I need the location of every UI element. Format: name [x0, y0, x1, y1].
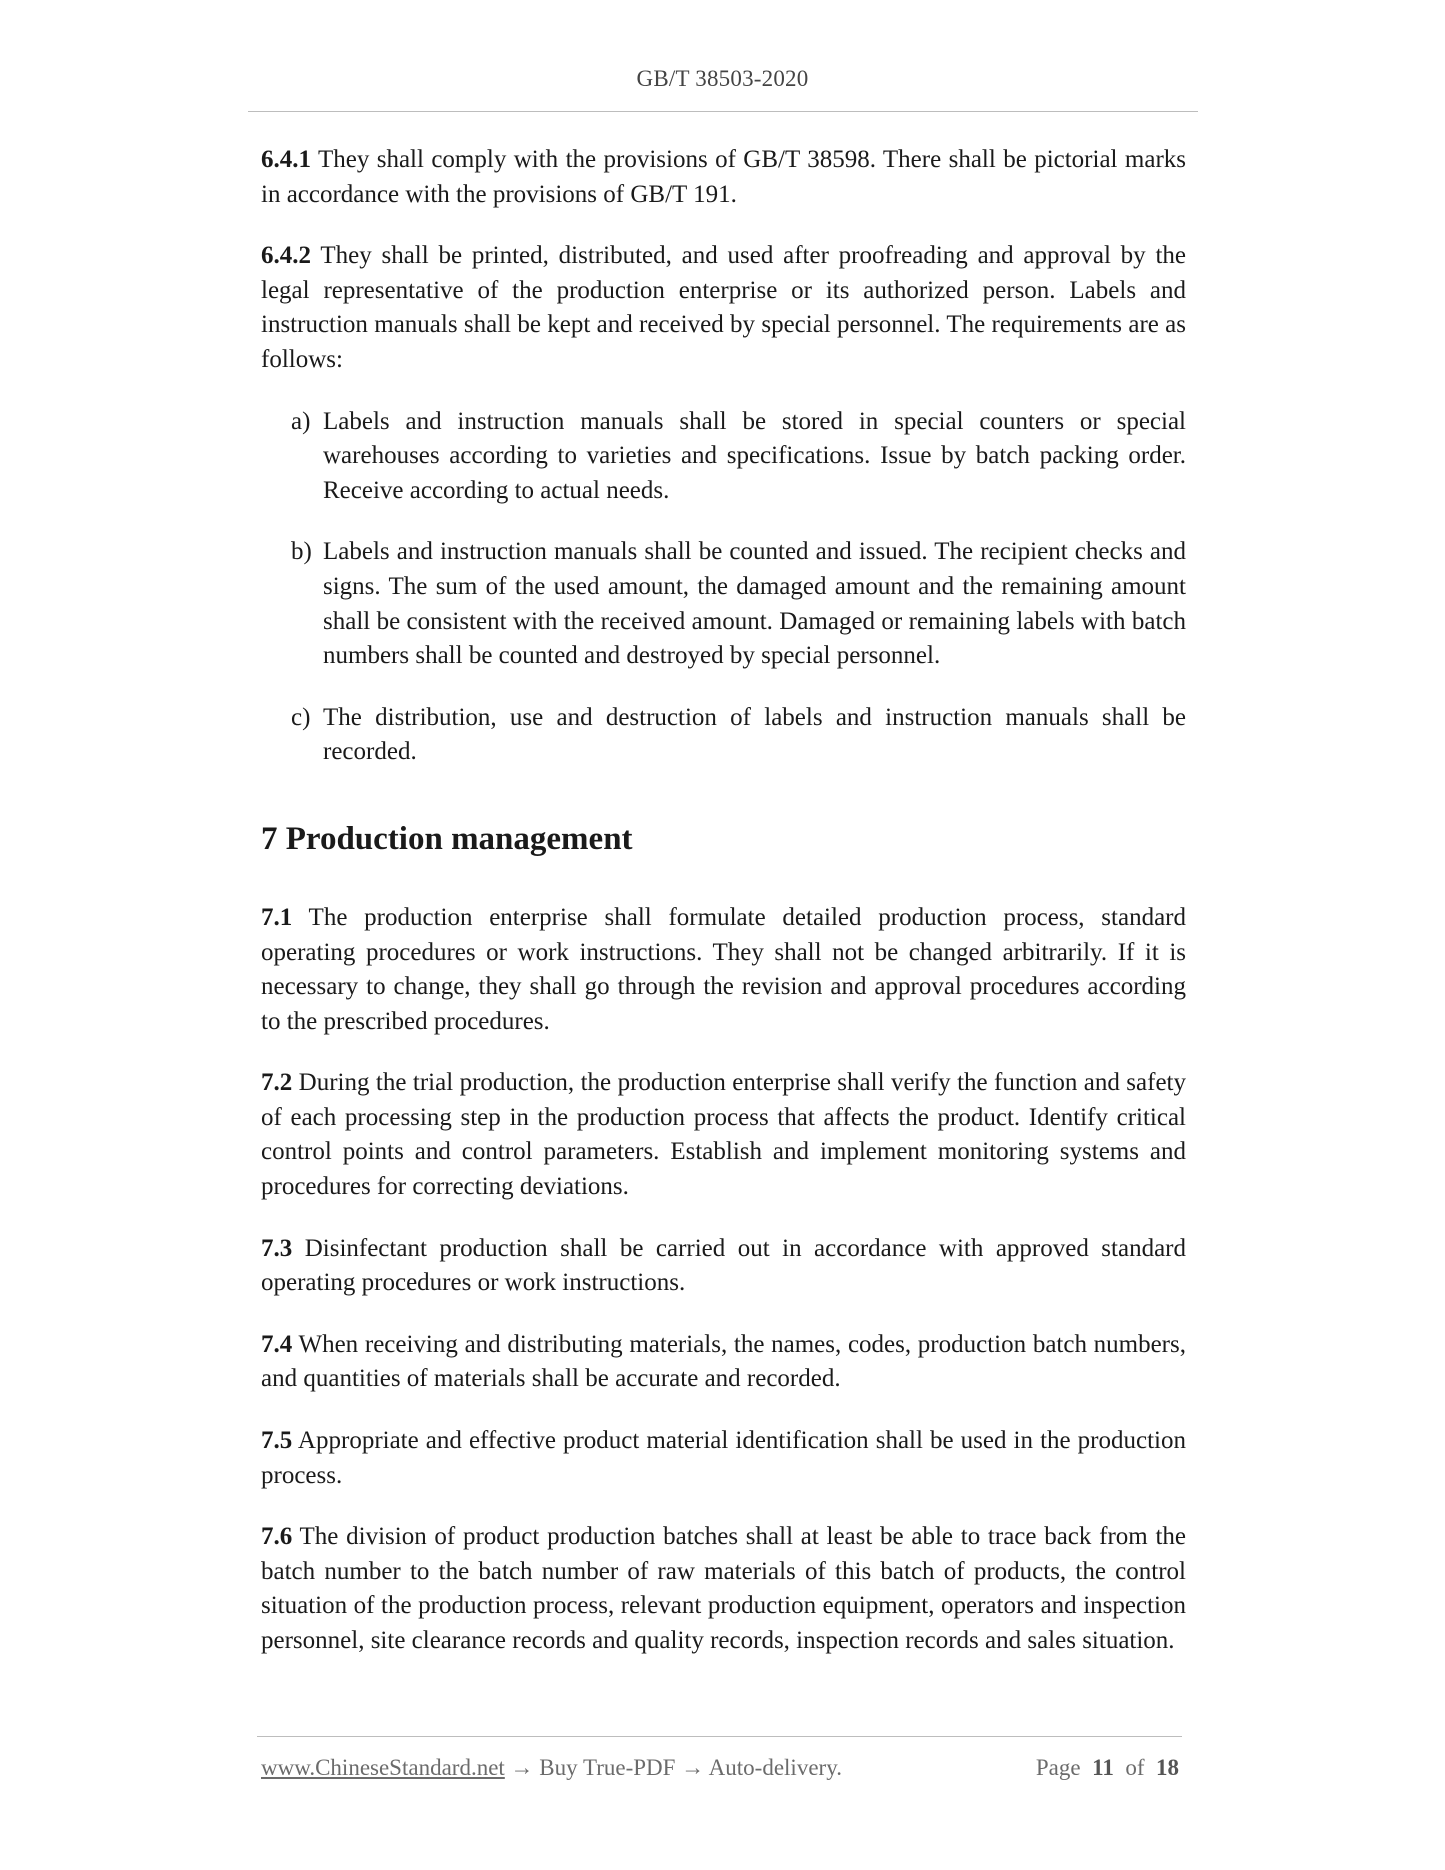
- clause-text: They shall be printed, distributed, and used after proofreading and approval by the legal representative of the production enterprise or its authorized person. Labels and instruction manuals shall be kept and received by special personnel. The requirements are as follows:: [261, 242, 1186, 373]
- clause-text: Appropriate and effective product material identification shall be used in the production process.: [261, 1427, 1186, 1489]
- clause-text: The division of product production batches shall at least be able to trace back from the batch number to the batch number of raw materials of this batch of products, the control situation of the production process, relevant production equipment, operators and inspection personnel, site clearance records and quality records, inspection records and sales situation.: [261, 1523, 1186, 1654]
- list-marker: c): [291, 703, 311, 731]
- clause-number: 7.3: [261, 1234, 293, 1262]
- clause-number: 7.1: [261, 903, 293, 931]
- clause-text: They shall comply with the provisions of GB/T 38598. There shall be pictorial marks in accordance with the provisions of GB/T 191.: [261, 146, 1186, 208]
- clause-7-3: [261, 1232, 1186, 1301]
- arrow-icon: →: [504, 1755, 540, 1780]
- auto-delivery-text: Auto-delivery.: [708, 1755, 842, 1780]
- list-item-text: Labels and instruction manuals shall be stored in special counters or special warehouses according to varieties and specifications. Issue by batch packing order. Receive according to actual needs.: [323, 407, 1186, 504]
- footer-divider: [257, 1736, 1182, 1737]
- buy-pdf-text: Buy True-PDF: [539, 1755, 676, 1780]
- website-link[interactable]: www.ChineseStandard.net: [261, 1755, 505, 1780]
- clause-text: Disinfectant production shall be carried out in accordance with approved standard operating procedures or work instructions.: [261, 1234, 1186, 1297]
- section-heading: 7 Production management: [261, 820, 633, 857]
- footer-promo: [261, 1755, 842, 1781]
- page-label: Page: [1035, 1755, 1081, 1780]
- clause-6-4-2: [261, 239, 1186, 377]
- arrow-icon: →: [675, 1755, 709, 1780]
- clause-number: 7.2: [261, 1069, 293, 1097]
- page-number: [1036, 1755, 1179, 1781]
- header-standard-code: GB/T 38503-2020: [636, 66, 809, 91]
- clause-number: 7.5: [261, 1427, 293, 1455]
- clause-number: 6.4.1: [261, 146, 311, 173]
- clause-text: The production enterprise shall formulate detailed production process, standard operating procedures or work instructions. They shall not be changed arbitrarily. If it is necessary to change, they shall go through the revision and approval procedures according to the prescribed procedures.: [261, 903, 1186, 1035]
- clause-number: 6.4.2: [261, 242, 311, 270]
- clause-number: 7.6: [261, 1523, 293, 1551]
- page-total: 18: [1156, 1755, 1179, 1780]
- list-item-c: [261, 701, 1186, 770]
- page-current: 11: [1092, 1755, 1114, 1780]
- clause-number: 7.4: [261, 1330, 293, 1358]
- clause-7-4: [261, 1328, 1186, 1397]
- list-item-text: Labels and instruction manuals shall be counted and issued. The recipient checks and signs. The sum of the used amount, the damaged amount and the remaining amount shall be consistent with the received amount. Damaged or remaining labels with batch numbers shall be counted and destroyed by special personnel.: [323, 538, 1186, 670]
- list-item-text: The distribution, use and destruction of labels and instruction manuals shall be recorded.: [323, 703, 1186, 766]
- clause-7-6: [261, 1520, 1186, 1658]
- list-marker: a): [291, 407, 311, 435]
- page-content: [261, 143, 1186, 1686]
- list-marker: b): [291, 538, 312, 566]
- clause-7-2: [261, 1066, 1186, 1204]
- list-item-a: [261, 405, 1186, 509]
- header-divider: [248, 111, 1198, 112]
- list-item-b: [261, 535, 1186, 673]
- page-of-label: of: [1125, 1755, 1145, 1780]
- clause-text: When receiving and distributing materials, the names, codes, production batch numbers, and quantities of materials shall be accurate and recorded.: [261, 1330, 1186, 1393]
- clause-6-4-1: [261, 143, 1186, 212]
- clause-7-5: [261, 1424, 1186, 1493]
- clause-text: During the trial production, the production enterprise shall verify the function and safety of each processing step in the production process that affects the product. Identify critical control points and control parameters. Establish and implement monitoring systems and procedures for correcting deviations.: [261, 1069, 1186, 1201]
- clause-7-1: [261, 901, 1186, 1039]
